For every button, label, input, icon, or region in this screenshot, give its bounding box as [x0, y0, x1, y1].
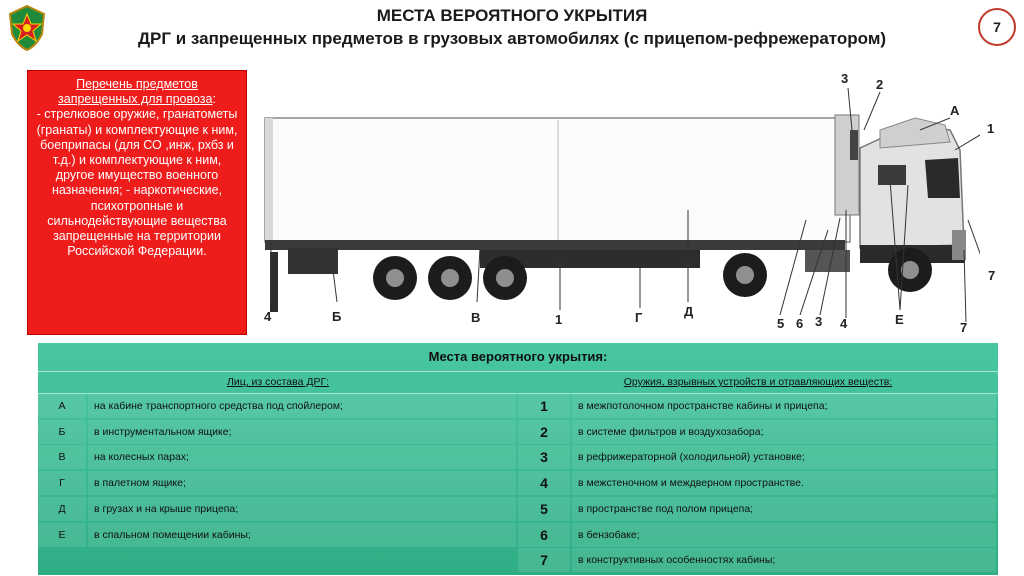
prohibited-heading-line2: запрещенных для провоза	[58, 92, 213, 107]
row-key: 2	[518, 420, 570, 444]
table-row-left	[38, 471, 518, 497]
truck-illustration	[260, 70, 980, 340]
row-text: в межстеночном и междверном пространстве.	[572, 471, 996, 495]
table-row-right	[518, 394, 998, 420]
row-text: в конструктивных особенностях кабины;	[572, 548, 996, 572]
row-text: в пространстве под полом прицепа;	[572, 497, 996, 521]
row-key: 3	[518, 445, 570, 469]
row-key: 1	[518, 394, 570, 418]
diagram-label: 4	[840, 316, 848, 331]
hiding-places-table	[38, 343, 998, 575]
diagram-label: Е	[895, 312, 904, 327]
row-text: в системе фильтров и воздухозабора;	[572, 420, 996, 444]
row-text: в грузах и на крыше прицепа;	[88, 497, 516, 521]
table-title: Места вероятного укрытия:	[428, 349, 608, 364]
prohibited-heading-colon: :	[212, 92, 216, 107]
row-text: в спальном помещении кабины;	[88, 523, 516, 547]
slide-number-badge: 7	[978, 8, 1016, 46]
row-key: А	[38, 394, 86, 418]
diagram-label: 7	[960, 320, 968, 335]
diagram-label: 1	[987, 121, 995, 136]
prohibited-items-box	[27, 70, 247, 335]
table-row-left	[38, 420, 518, 446]
row-text: в межпотолочном пространстве кабины и прицепа;	[572, 394, 996, 418]
page-title: МЕСТА ВЕРОЯТНОГО УКРЫТИЯ	[376, 6, 648, 25]
table-row-left	[38, 497, 518, 523]
row-text: на кабине транспортного средства под спойлером;	[88, 394, 516, 418]
row-text: в бензобаке;	[572, 523, 996, 547]
row-text: в рефрижераторной (холодильной) установке;	[572, 445, 996, 469]
diagram-label: 7	[988, 268, 996, 283]
diagram-label: Д	[684, 304, 694, 319]
page-subtitle: ДРГ и запрещенных предметов в грузовых автомобилях (с прицепом-рефрежератором)	[137, 29, 887, 48]
table-row-right	[518, 548, 998, 574]
table-row-right	[518, 471, 998, 497]
row-key: Б	[38, 420, 86, 444]
row-key: Г	[38, 471, 86, 495]
row-text: в инструментальном ящике;	[88, 420, 516, 444]
right-column-header: Оружия, взрывных устройств и отравляющих веществ:	[623, 376, 893, 388]
row-key: 5	[518, 497, 570, 521]
table-row-left	[38, 523, 518, 549]
table-row-left	[38, 394, 518, 420]
row-key: 6	[518, 523, 570, 547]
diagram-label: А	[950, 103, 960, 118]
row-key: 4	[518, 471, 570, 495]
row-key: Д	[38, 497, 86, 521]
table-row-left	[38, 445, 518, 471]
diagram-label: 4	[264, 309, 272, 324]
table-row-right	[518, 445, 998, 471]
diagram-label: Г	[635, 310, 643, 325]
left-column-header: Лиц, из состава ДРГ:	[226, 376, 330, 388]
diagram-label: 1	[555, 312, 563, 327]
table-row-right	[518, 497, 998, 523]
table-row-right	[518, 420, 998, 446]
row-key: 7	[518, 548, 570, 572]
prohibited-items-list: - стрелковое оружие, гранатометы (гранаты) и комплектующие к ним, боеприпасы (для СО ,инж, рхбз и т.д.) и комплектующие к ним, другое имущество военного назначения; - наркотические, психотропные и сильнодействующие вещества запрещенные на территории Российской Федерации.	[36, 107, 238, 259]
diagram-label: 5	[777, 316, 785, 331]
diagram-label: 3	[815, 314, 823, 329]
prohibited-heading-line1: Перечень предметов	[76, 77, 198, 91]
diagram-label: 3	[841, 71, 849, 86]
diagram-label: 2	[876, 77, 884, 92]
row-text: в палетном ящике;	[88, 471, 516, 495]
row-text: на колесных парах;	[88, 445, 516, 469]
table-row-right	[518, 523, 998, 549]
diagram-label: Б	[332, 309, 342, 324]
diagram-label: В	[471, 310, 481, 325]
diagram-label: 6	[796, 316, 804, 331]
row-key: В	[38, 445, 86, 469]
row-key: Е	[38, 523, 86, 547]
